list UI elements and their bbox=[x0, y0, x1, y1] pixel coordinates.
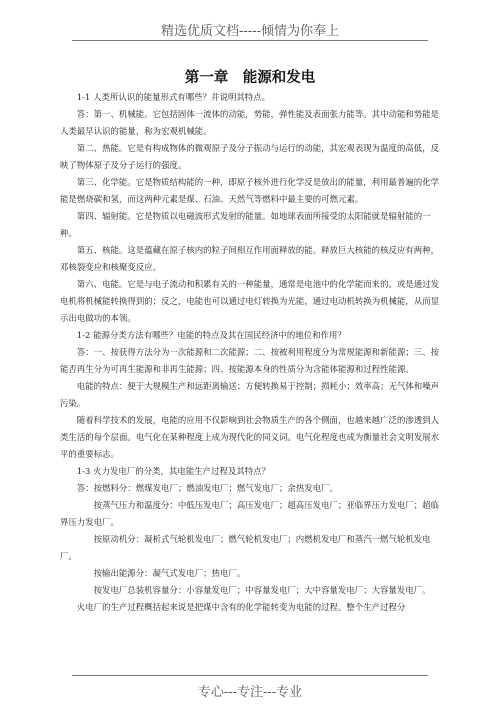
page-header: 精选优质文档-----倾情为你奉上 bbox=[161, 24, 339, 39]
body-paragraph: 第四、辐射能。它是物质以电磁波形式发射的能量。如地球表面所接受的太阳能就是辐射能的一种。 bbox=[60, 211, 431, 238]
body-paragraph: 第五、核能。这是蕴藏在原子核内的粒子间相互作用面释放的能。释放巨大核能的核反应有两种，邓核裂变应和核聚变反应。 bbox=[60, 245, 440, 272]
list-paragraph: 按原动机分：凝析式气轮机发电厂；燃气轮机发电厂；内燃机发电厂和蒸汽一燃气轮机发电厂。 bbox=[60, 534, 431, 561]
question-paragraph: 1-2 能源分类方法有哪些？电能的特点及其在国民经济中的地位和作用？ bbox=[76, 330, 346, 340]
body-paragraph: 随着科学技术的发展，电能的应用不仅影响到社会物质生产的各个侧面，也越来越广泛的渗透到人类生活的每个层面。电气化在某种程度上成为现代化的同义词。电气化程度也成为衡量社会文明发展水平的重要标志。 bbox=[60, 415, 440, 459]
chapter-title: 第一章 能源和发电 bbox=[184, 70, 316, 86]
body-paragraph: 第六、电能。它是与电子流动和积累有关的一种能量，通常是电池中的化学能而来的。或是通过发电机将机械能转换得到的；反之，电能也可以通过电灯转换为光能，通过电动机转换为机械能，从而显示出电做功的本领。 bbox=[60, 279, 440, 323]
question-paragraph: 1-1 人类所认识的能量形式有哪些？并说明其特点。 bbox=[76, 92, 271, 102]
list-paragraph: 按输出能源分：凝气式发电厂；热电厂。 bbox=[93, 568, 246, 578]
list-paragraph: 按发电厂总装机容量分：小容量发电厂；中容量发电厂；大中容量发电厂；大容量发电厂。 bbox=[93, 585, 431, 595]
document-body bbox=[60, 89, 440, 616]
body-paragraph: 电能的特点：便于大规模生产和远距离输送；方便转换易于控制；损耗小；效率高；无气体和噪声污染。 bbox=[60, 381, 440, 408]
footer-divider bbox=[72, 675, 428, 676]
answer-paragraph: 答：第一、机械能。它包括固体一流体的动能，势能，弹性能及表面张力能等。其中动能和势能是人类最早认识的能量，称为宏观机械能。 bbox=[60, 109, 440, 136]
question-paragraph: 1-3 火力发电厂的分类，其电能生产过程及其特点？ bbox=[76, 466, 271, 476]
header-divider bbox=[72, 40, 428, 41]
page-footer: 专心---专注---专业 bbox=[197, 685, 303, 700]
body-paragraph: 火电厂的生产过程概括起来说是把煤中含有的化学能转变为电能的过程。整个生产过程分 bbox=[76, 602, 406, 612]
body-paragraph: 第二、热能。它是有构成物体的微观原子及分子振动与运行的动能，其宏观表现为温度的高低，反映了物体原子及分子运行的强度。 bbox=[60, 143, 440, 170]
list-paragraph: 按蒸气压力和温度分：中低压发电厂；高压发电厂；超高压发电厂；亚临界压力发电厂；超临界压力发电厂。 bbox=[60, 500, 440, 527]
answer-paragraph: 答：一、按获得方法分为一次能源和二次能源；二、按被利用程度分为常规能源和新能源；三、按能否再生分为可再生能源和非再生能源；四、按能源本身的性质分为含能体能源和过程性能源。 bbox=[60, 347, 440, 374]
body-paragraph: 第三、化学能。它是物质结构能的一种，即原子核外进行化学反是放出的能量，利用最普遍的化学能是燃烧碳和氢，而这两种元素是煤、石油、天然气等燃料中最主要的可燃元素。 bbox=[60, 177, 440, 204]
answer-paragraph: 答：按燃料分：燃煤发电厂；燃油发电厂；燃气发电厂；余热发电厂。 bbox=[76, 483, 338, 493]
